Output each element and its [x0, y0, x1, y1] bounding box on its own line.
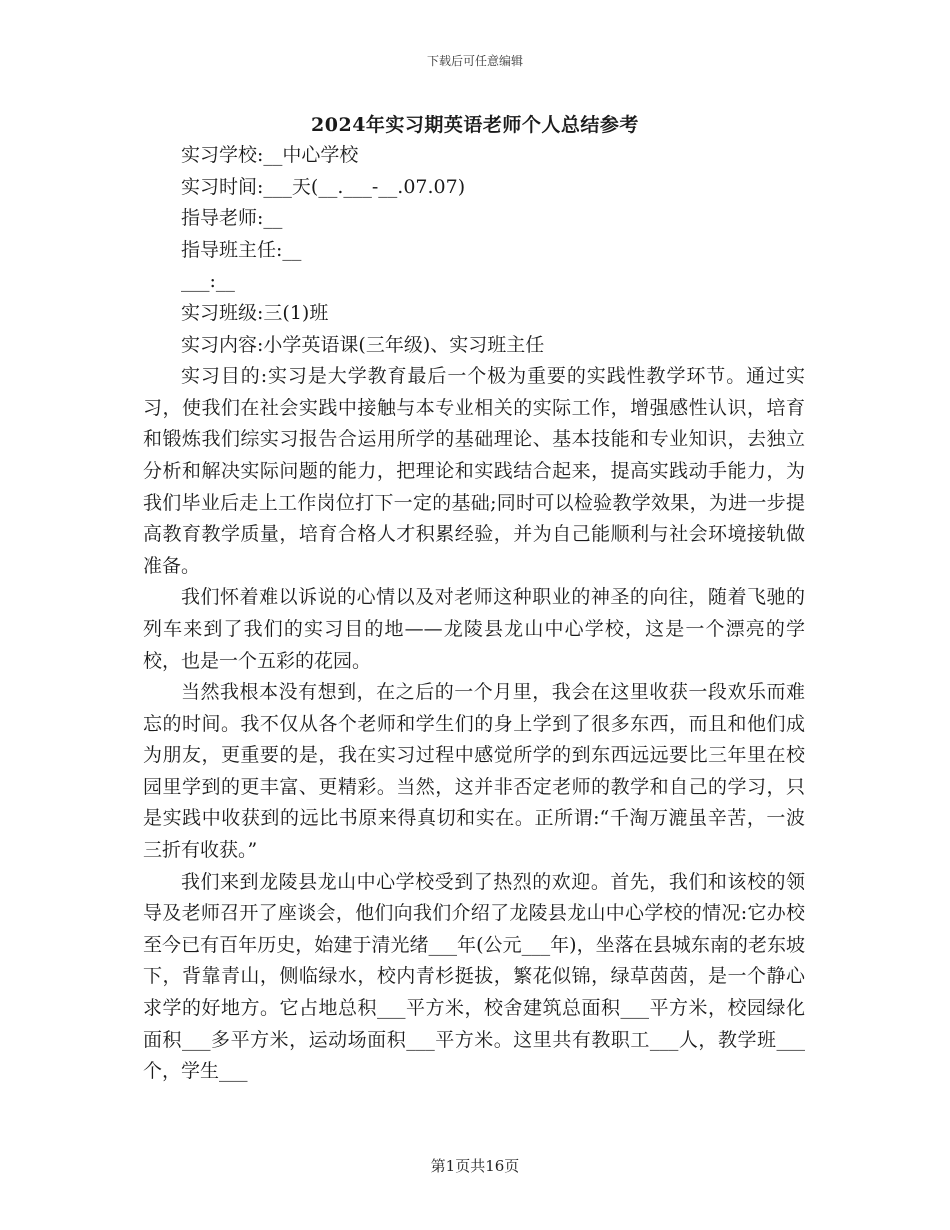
paragraph-school-intro: 我们来到龙陵县龙山中心学校受到了热烈的欢迎。首先，我们和该校的领导及老师召开了座谈会，他们向我们介绍了龙陵县龙山中心学校的情况:它办校至今已有百年历史，始建于清光绪___年(公元___年)，坐落在县城东南的老东坡下，背靠青山，侧临绿水，校内青杉挺拔，繁花似锦，绿草茵茵，是一个静心求学的好地方。它占地总积___平方米，校舍建筑总面积___平方米，校园绿化面积___多平方米，运动场面积___平方米。这里共有教职工___人，教学班___个，学生___ — [143, 870, 805, 1083]
field-school: 实习学校:__中心学校 — [181, 144, 359, 166]
field-content: 实习内容:小学英语课(三年级)、实习班主任 — [181, 333, 545, 356]
page-footer: 第1页共16页 — [430, 1157, 520, 1175]
field-head-teacher: 指导班主任:__ — [181, 238, 302, 261]
paragraph-reflection: 当然我根本没有想到，在之后的一个月里，我会在这里收获一段欢乐而难忘的时间。我不仅从各个老师和学生们的身上学到了很多东西，而且和他们成为朋友，更重要的是，我在实习过程中感觉所学的到东西远远要比三年里在校园里学到的更丰富、更精彩。当然，这并非否定老师的教学和自己的学习，只是实践中收获到的远比书原来得真切和实在。正所谓:“千淘万漉虽辛苦，一波三折有收获。” — [143, 681, 805, 862]
paragraph-purpose: 实习目的:实习是大学教育最后一个极为重要的实践性教学环节。通过实习，使我们在社会实践中接触与本专业相关的实际工作，增强感性认识，培育和锻炼我们综实习报告合运用所学的基础理论、基本技能和专业知识，去独立分析和解决实际问题的能力，把理论和实践结合起来，提高实践动手能力，为我们毕业后走上工作岗位打下一定的基础;同时可以检验教学效果，为进一步提高教育教学质量，培育合格人才积累经验，并为自己能顺利与社会环境接轨做准备。 — [143, 365, 805, 577]
field-class: 实习班级:三(1)班 — [181, 301, 329, 324]
field-supervisor: 指导老师:__ — [181, 207, 283, 230]
header-note: 下载后可任意编辑 — [426, 54, 523, 68]
paragraph-arrival: 我们怀着难以诉说的心情以及对老师这种职业的神圣的向往，随着飞驰的列车来到了我们的实习目的地——龙陵县龙山中心学校，这是一个漂亮的学校，也是一个五彩的花园。 — [143, 586, 805, 672]
document-body — [143, 140, 805, 1088]
field-blank: ___:__ — [181, 270, 235, 293]
field-period: 实习时间:___天(__.___-__.07.07) — [181, 175, 466, 198]
document-title: 2024年实习期英语老师个人总结参考 — [311, 114, 639, 136]
